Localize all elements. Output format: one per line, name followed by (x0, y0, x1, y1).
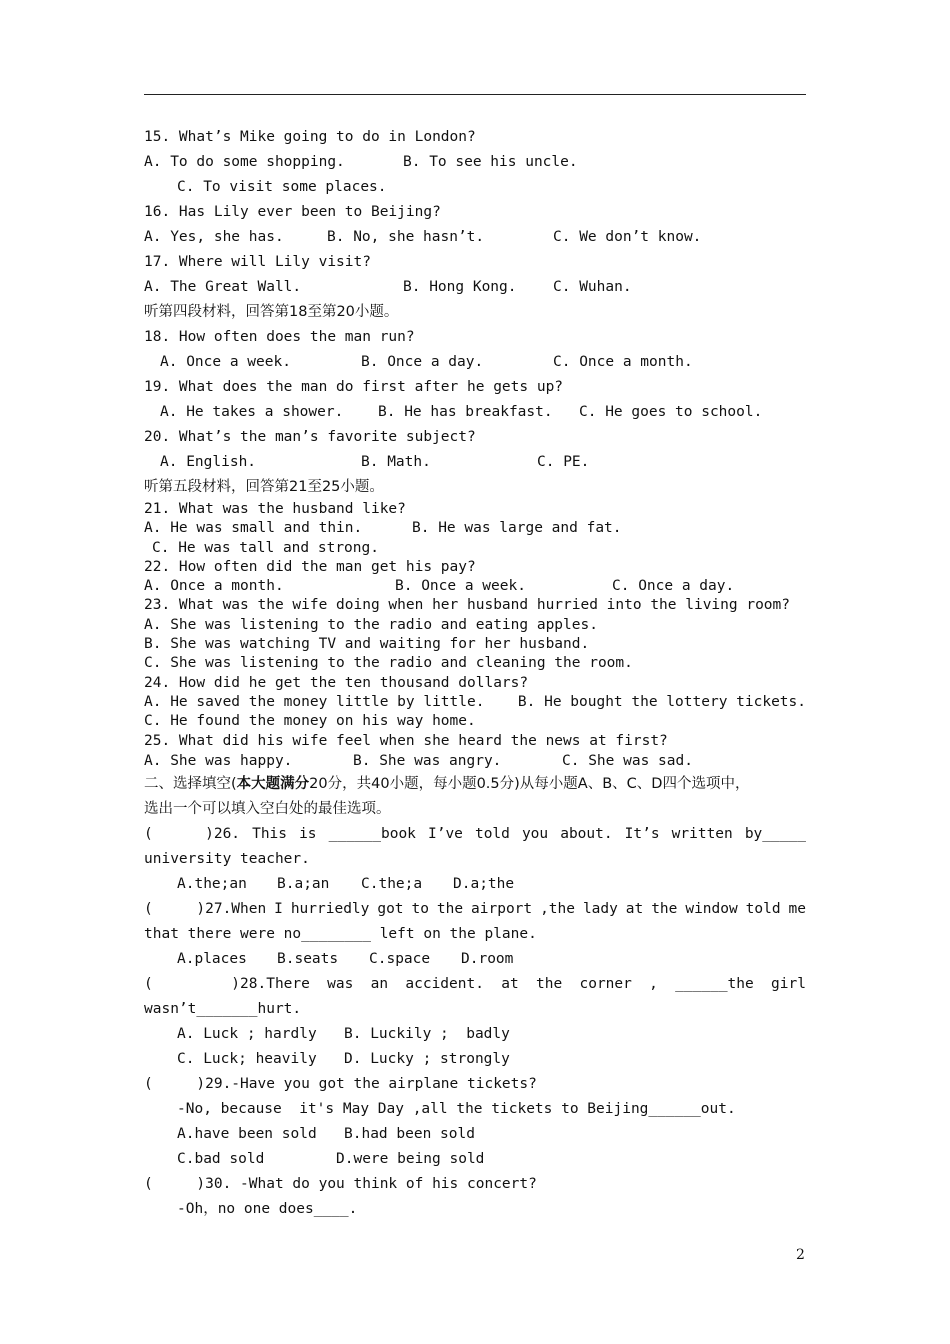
q16-option-b: B. No, she hasn’t. (327, 229, 485, 245)
q23-option-b: B. She was watching TV and waiting for her husband. (144, 636, 590, 653)
q26-blank-1: ______book (328, 825, 416, 842)
q27-word: ,the (540, 900, 575, 917)
q27-number: ( )27.When (144, 900, 267, 917)
q18-option-a: A. Once a week. (160, 354, 291, 370)
q28-word: , (649, 975, 658, 992)
q29-option-d: D.were being sold (336, 1150, 485, 1167)
question-26 (144, 822, 806, 847)
q15-options (144, 150, 806, 175)
q26-blank-2: by_____ (744, 825, 806, 842)
q25-option-a: A. She was happy. (144, 752, 293, 769)
question-30: ( )30. -What do you think of his concert? (144, 1175, 537, 1192)
q28-word: at (501, 975, 519, 992)
q16-options (144, 225, 806, 250)
q27-option-d: D.room (461, 950, 514, 967)
q26-line2: university teacher. (144, 850, 310, 867)
q20-option-b: B. Math. (361, 454, 431, 470)
q26-word: It’s (624, 825, 660, 842)
q27-word: me (788, 900, 806, 917)
q26-option-c: C.the;a (361, 875, 423, 892)
q26-option-d: D.a;the (453, 875, 515, 892)
q18-options (144, 350, 806, 375)
q23-option-a: A. She was listening to the radio and eating apples. (144, 616, 598, 633)
q24-options (144, 693, 806, 712)
section-4-instruction: 听第四段材料，回答第18至第20小题。 (144, 304, 399, 320)
q17-option-a: A. The Great Wall. (144, 279, 302, 295)
q28-word: accident. (405, 975, 484, 992)
q26-word: is (299, 825, 317, 842)
q30-line2: -Oh，no one does____. (177, 1200, 358, 1217)
q26-option-a: A.the;an (177, 875, 247, 892)
q29-options-row2 (144, 1147, 806, 1172)
q27-word: the (436, 900, 464, 917)
q15-option-b: B. To see his uncle. (403, 154, 578, 170)
q27-word: I (274, 900, 283, 917)
q28-word: was (327, 975, 354, 992)
q21-option-c: C. He was tall and strong. (152, 539, 379, 556)
q26-word: you (521, 825, 549, 842)
q15-option-c: C. To visit some places. (177, 179, 387, 195)
q19-option-a: A. He takes a shower. (160, 404, 344, 420)
q27-option-c: C.space (369, 950, 431, 967)
q18-option-c: C. Once a month. (553, 354, 693, 370)
q26-word: This (252, 825, 288, 842)
q27-word: hurriedly (290, 900, 370, 917)
q26-word: written (671, 825, 733, 842)
q25-option-b: B. She was angry. (353, 752, 502, 769)
q28-line2: wasn’t_______hurt. (144, 1000, 302, 1017)
q27-word: told (745, 900, 781, 917)
q27-word: lady (582, 900, 618, 917)
question-17: 17. Where will Lily visit? (144, 254, 371, 270)
q21-option-a: A. He was small and thin. (144, 520, 363, 537)
q29-option-a: A.have been sold (177, 1125, 317, 1142)
q26-option-b: B.a;an (277, 875, 330, 892)
q27-word: the (651, 900, 678, 917)
q28-word: corner (579, 975, 632, 992)
q27-option-b: B.seats (277, 950, 339, 967)
q28-option-c: C. Luck; heavily (177, 1050, 317, 1067)
q28-options-row1 (144, 1022, 806, 1047)
q20-option-c: C. PE. (537, 454, 590, 470)
q23-option-c: C. She was listening to the radio and cleaning the room. (144, 655, 633, 672)
question-24: 24. How did he get the ten thousand dollars? (144, 674, 529, 691)
question-19: 19. What does the man do first after he gets up? (144, 379, 564, 395)
q19-option-b: B. He has breakfast. (378, 404, 553, 420)
q25-options (144, 751, 806, 772)
q27-word: at (625, 900, 644, 917)
q28-blank-1: ______the (675, 975, 754, 992)
q24-option-a: A. He saved the money little by little. (144, 693, 485, 710)
q20-options (144, 450, 806, 475)
q15-option-a: A. To do some shopping. (144, 154, 345, 170)
q26-word: told (474, 825, 510, 842)
question-25: 25. What did his wife feel when she heard the news at first? (144, 732, 668, 749)
q20-option-a: A. English. (160, 454, 257, 470)
q29-options-row1 (144, 1122, 806, 1147)
header-rule (144, 94, 806, 95)
q21-options (144, 519, 806, 538)
question-21: 21. What was the husband like? (144, 501, 406, 517)
q28-word: an (370, 975, 389, 992)
q28-options-row2 (144, 1047, 806, 1072)
q26-number: ( )26. (144, 825, 241, 842)
q19-options (144, 400, 806, 425)
q27-word: got (377, 900, 404, 917)
q28-option-a: A. Luck ; hardly (177, 1025, 317, 1042)
q28-word: the (536, 975, 563, 992)
q24-option-b: B. He bought the lottery tickets. (517, 693, 806, 710)
question-20: 20. What’s the man’s favorite subject? (144, 429, 476, 445)
q28-word: girl (771, 975, 806, 992)
q17-options (144, 275, 806, 300)
question-16: 16. Has Lily ever been to Beijing? (144, 204, 441, 220)
q29-option-c: C.bad sold (177, 1150, 265, 1167)
question-27 (144, 897, 806, 922)
q16-option-c: C. We don’t know. (553, 229, 702, 245)
q26-word: I’ve (427, 825, 463, 842)
q25-option-c: C. She was sad. (562, 752, 693, 769)
q27-word: airport (471, 900, 533, 917)
page-content (144, 125, 806, 1222)
q26-word: about. (560, 825, 613, 842)
q22-option-b: B. Once a week. (395, 578, 526, 595)
q29-option-b: B.had been sold (344, 1125, 475, 1142)
q17-option-c: C. Wuhan. (553, 279, 632, 295)
q29-line2: -No, because it's May Day ,all the tickets to Beijing______out. (177, 1100, 736, 1117)
q19-option-c: C. He goes to school. (579, 404, 763, 420)
q16-option-a: A. Yes, she has. (144, 229, 284, 245)
q27-word: to (411, 900, 429, 917)
q22-option-a: A. Once a month. (144, 578, 284, 595)
question-28 (144, 972, 806, 997)
question-18: 18. How often does the man run? (144, 329, 415, 345)
question-23: 23. What was the wife doing when her husband hurried into the living room? (144, 597, 791, 614)
q24-option-c: C. He found the money on his way home. (144, 713, 476, 730)
q18-option-b: B. Once a day. (361, 354, 484, 370)
q27-word: window (685, 900, 738, 917)
page-number: 2 (796, 1247, 805, 1263)
section-5-instruction: 听第五段材料，回答第21至25小题。 (144, 479, 384, 495)
q27-options (144, 947, 806, 972)
question-22: 22. How often did the man get his pay? (144, 558, 476, 575)
question-29: ( )29.-Have you got the airplane tickets? (144, 1075, 537, 1092)
q27-option-a: A.places (177, 950, 247, 967)
q21-option-b: B. He was large and fat. (412, 520, 622, 537)
question-15: 15. What’s Mike going to do in London? (144, 129, 476, 145)
q22-option-c: C. Once a day. (612, 578, 735, 595)
q28-option-d: D. Lucky ; strongly (344, 1050, 510, 1067)
part-2-heading: 二、选择填空(本大题满分20分，共40小题，每小题0.5分)从每小题A、B、C、D四个选项中， (144, 775, 750, 792)
q22-options (144, 577, 806, 596)
q28-option-b: B. Luckily ; badly (344, 1025, 510, 1042)
q27-line2: that there were no________ left on the plane. (144, 925, 537, 942)
q28-number: ( )28.There (144, 975, 310, 992)
part-2-heading-line2: 选出一个可以填入空白处的最佳选项。 (144, 800, 391, 817)
q17-option-b: B. Hong Kong. (403, 279, 517, 295)
q26-options (144, 872, 806, 897)
